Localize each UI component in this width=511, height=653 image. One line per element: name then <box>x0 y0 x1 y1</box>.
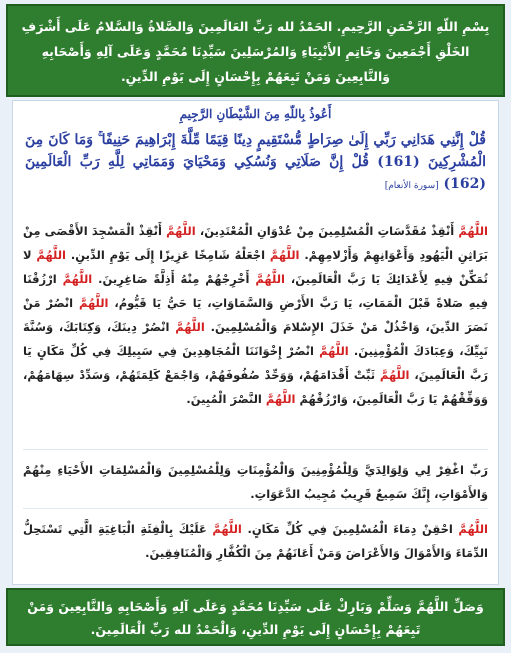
main-panel <box>12 100 499 585</box>
supplication-text: عَلَيْكَ بِالْفِئَةِ الْبَاغِيَةِ الَّتِي تَسْتَحِلُّ الدِّمَاءَ وَالأَمْوَالَ وَالأَعْرَاضَ وَمَنْ أَعَانَهُمْ مِنَ الْكُفَّارِ وَالْمُنَافِقِينَ. <box>23 522 488 560</box>
supplication-text: لا تُمَكِّنْ فِيهِ لِأَعْدَائِكَ يَا رَبَّ الْعَالَمِينَ، <box>23 248 489 286</box>
footer-banner <box>6 588 505 646</box>
supplication-text: اجْعَلْهُ شَامِخًا عَزِيزًا إِلَى يَوْمِ الدِّينِ. <box>66 248 270 262</box>
sura-reference: [سورة الأنعام] <box>384 181 439 191</box>
supplication-paragraph-1 <box>13 219 498 449</box>
verse-text: قُلْ إِنَّنِي هَدَانِي رَبِّي إِلَىٰ صِرَاطٍ مُّسْتَقِيمٍ دِينًا قِيَمًا مِّلَّةَ إِبْرَاهِيمَ حَنِيفًا ۚ وَمَا كَانَ مِنَ الْمُشْرِكِينَ (161) قُلْ إِنَّ صَلَاتِي وَنُسُكِي وَمَحْيَايَ وَمَمَاتِي لِلَّهِ رَبِّ الْعَالَمِينَ (162) <box>25 132 486 192</box>
allahumma-word: اللَّهُمَّ <box>379 368 410 382</box>
supplication-text: ثَبِّتْ أَقْدَامَهُمْ، وَوَحِّدْ صُفُوفَهُمْ، وَاجْمَعْ كَلِمَتَهُمْ، وَسَدِّدْ سِهَامَهُمْ، وَوَفِّقْهُمْ يَا رَبَّ الْعَالَمِينَ، وَارْزُقْهُمْ <box>23 368 488 406</box>
allahumma-word: اللَّهُمَّ <box>62 272 93 286</box>
supplication-text: أَخْرِجْهُمْ مِنْهُ أَذِلَّةً صَاغِرِينَ. <box>92 272 256 286</box>
allahumma-word: اللَّهُمَّ <box>78 296 109 310</box>
header-banner-text: بِسْمِ اللّهِ الرَّحْمَنِ الرَّحِيمِ. الحَمْدُ لله رَبِّ العَالَمِينَ وَالصَّلاةُ وَالسَّلامُ عَلَى أَشْرَفِ الخَلْقِ أَجْمَعِينَ وَخَاتِمِ الأَنْبِيَاءِ وَالمُرْسَلِينَ سَيِّدِنَا مُحَمَّدٍ وَعَلَى آلِهِ وَأَصْحَابِهِ وَالتَّابِعِينَ وَمَنْ تَبِعَهُمْ بِإِحْسَانٍ إِلَى يَوْمِ الدِّينِ. <box>21 19 490 84</box>
allahumma-word: اللَّهُمَّ <box>269 248 300 262</box>
allahumma-word: اللَّهُمَّ <box>166 224 196 238</box>
allahumma-word: اللَّهُمَّ <box>319 344 349 358</box>
supplication-paragraph-3 <box>13 517 498 567</box>
supplication-text: أَنْقِذْ مُقَدَّسَاتِ الْمُسْلِمِينَ مِنْ عُدْوَانِ الْمُعْتَدِينَ، <box>195 224 459 238</box>
divider <box>23 508 488 509</box>
supplication-text: النَّصْرَ الْمُبِينَ. <box>186 392 266 406</box>
supplication-text: انْصُرْ مَنْ نَصَرَ الدِّينَ، وَاخْذُلْ مَنْ خَذَلَ الإِسْلامَ وَالْمُسْلِمِينَ. <box>23 296 488 334</box>
supplication-paragraph-2 <box>13 458 498 508</box>
supplication-text: انْصُرْ دِينَكَ، وَكِتَابَكَ، وَسُنَّةَ نَبِيِّكَ، وَعِبَادَكَ الْمُؤْمِنِينَ. <box>23 320 488 358</box>
allahumma-word: اللَّهُمَّ <box>175 320 205 334</box>
supplication-text: أَنْقِذْ الْمَسْجِدَ الأَقْصَى مِنْ بَرَاثِنِ الْيَهُودِ وَأَعْوَانِهِمْ وَأَزْلامِهِمْ. <box>23 224 488 262</box>
header-banner <box>6 4 505 97</box>
allahumma-word: اللَّهُمَّ <box>458 522 488 536</box>
istiadha-heading: أَعُوذُ بِاللّهِ مِنَ الشَّيْطَانِ الرَّجِيمِ <box>179 107 332 121</box>
quran-verse <box>13 125 498 219</box>
footer-banner-text: وَصَلِّ اللَّهُمَّ وَسَلِّمْ وَبَارِكْ عَلَى سَيِّدِنَا مُحَمَّدٍ وَعَلَى آلِهِ وَأَصْحَابِهِ وَالتَّابِعِينَ وَمَنْ تَبِعَهُمْ بِإِحْسَانٍ إِلَى يَوْمِ الدِّينِ، وَالْحَمْدُ لله رَبِّ الْعَالَمِينَ. <box>27 599 484 637</box>
supplication-text: احْقِنْ دِمَاءَ الْمُسْلِمِينَ فِي كُلِّ مَكَانٍ. <box>241 522 459 536</box>
allahumma-word: اللَّهُمَّ <box>265 392 296 406</box>
supplication-text: ارْزُقْنَا فِيهِ صَلاةً قَبْلَ الْمَمَاتِ، يَا رَبَّ الأَرْضِ وَالسَّمَاوَاتِ، يَا حَيُّ يَا قَيُّومُ، <box>23 272 488 310</box>
allahumma-word: اللَّهُمَّ <box>36 248 66 262</box>
divider <box>23 449 488 450</box>
supplication-text: انْصُرْ إِخْوَانَنَا الْمُجَاهِدِينَ فِي سَبِيلِكَ فِي كُلِّ مَكَانٍ يَا رَبَّ الْعَالَمِينَ، <box>23 344 488 382</box>
allahumma-word: اللَّهُمَّ <box>212 522 242 536</box>
allahumma-word: اللَّهُمَّ <box>458 224 488 238</box>
allahumma-word: اللَّهُمَّ <box>255 272 285 286</box>
forgiveness-text: رَبِّ اغْفِرْ لِي وَلِوَالِدَيَّ وَلِلْمُؤْمِنِينَ وَالْمُؤْمِنَاتِ وَلِلْمُسْلِمِينَ وَالْمُسْلِمَاتِ الأَحْيَاءِ مِنْهُمْ وَالأَمْوَاتِ، إِنَّكَ سَمِيعٌ قَرِيبٌ مُجِيبُ الدَّعَوَاتِ. <box>23 463 488 501</box>
